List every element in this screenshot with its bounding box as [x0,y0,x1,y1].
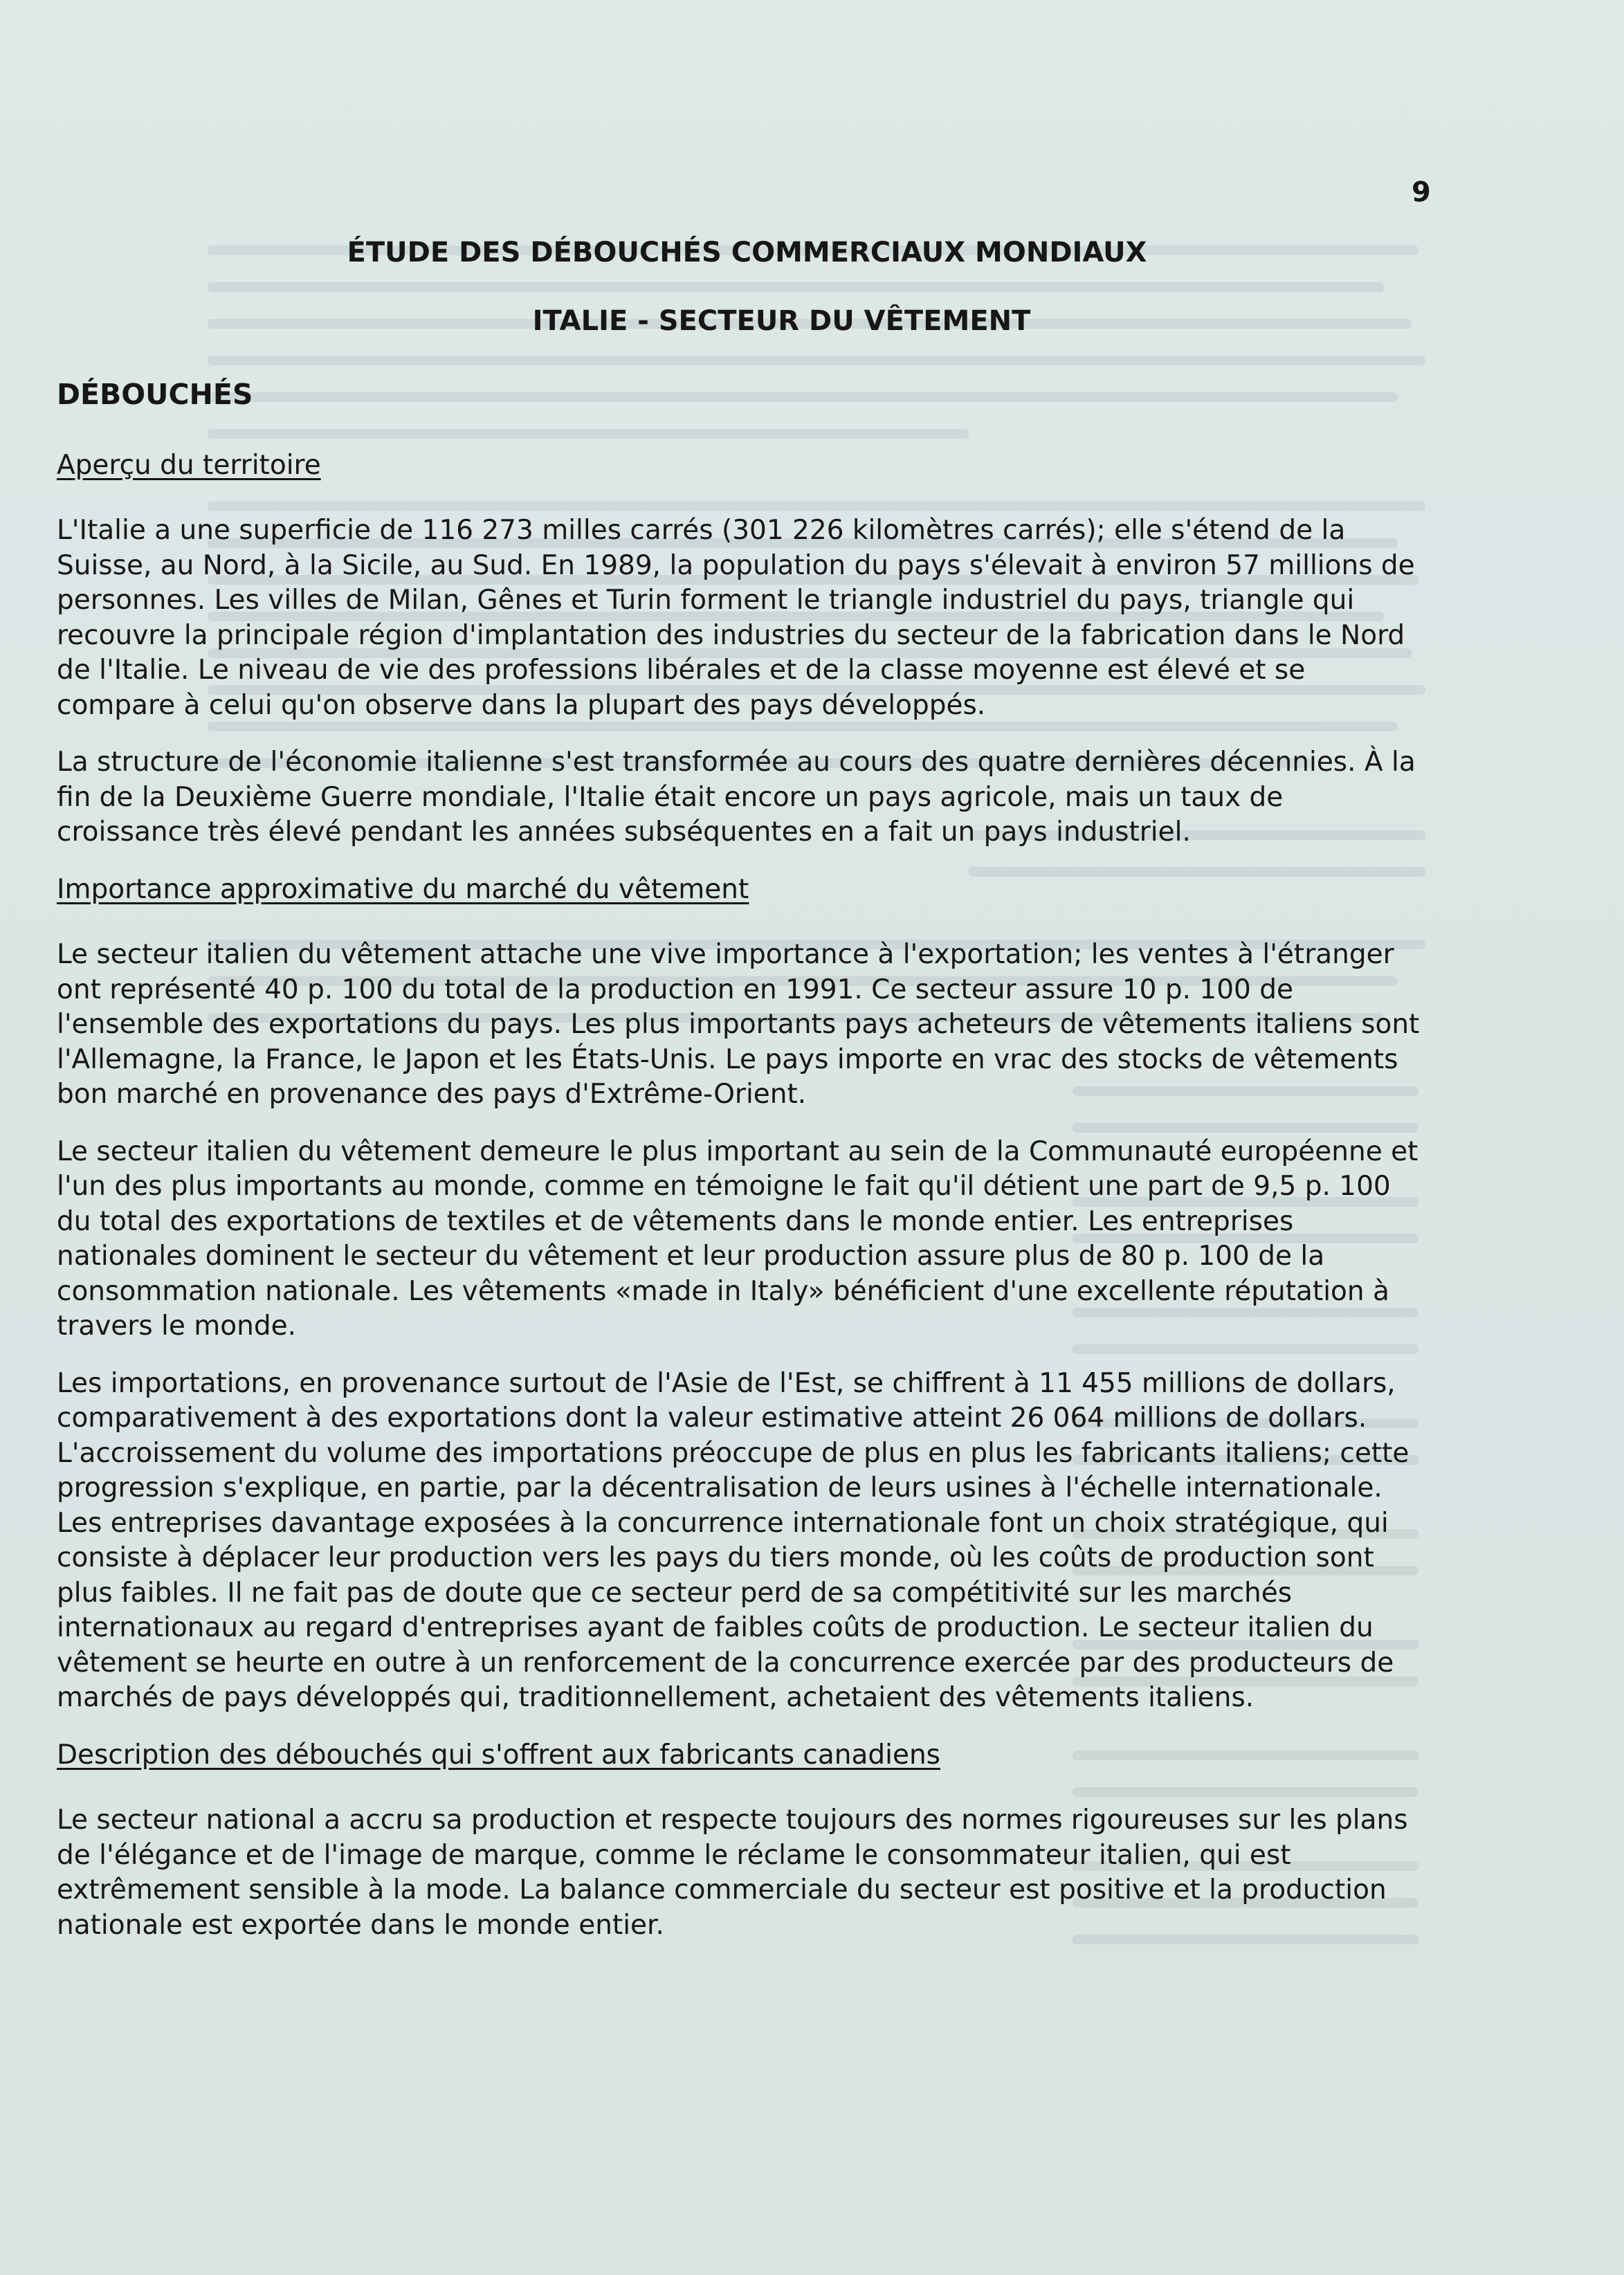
subsection-heading-apercu: Aperçu du territoire [57,449,321,481]
document-body [57,235,1423,1943]
paragraph: Le secteur italien du vêtement demeure le plus important au sein de la Communauté européenne et l'un des plus importants au monde, comme en témoigne le fait qu'il détient une part de 9,5 p. 100 du total des exportations de textiles et de vêtements dans le monde entier. Les entreprises nationales dominent le secteur du vêtement et leur production assure plus de 80 p. 100 de la consommation nationale. Les vêtements «made in Italy» bénéficient d'une excellente réputation à travers le monde. [57,1135,1418,1342]
paragraph: Le secteur national a accru sa production et respecte toujours des normes rigoureuses sur les plans de l'élégance et de l'image de marque, comme le réclame le consommateur italien, qui est extrêmement sensible à la mode. La balance commerciale du secteur est positive et la production nationale est exportée dans le monde entier. [57,1805,1408,1941]
document-subtitle: ITALIE - SECTEUR DU VÊTEMENT [532,304,1031,337]
paragraph: La structure de l'économie italienne s'est transformée au cours des quatre dernières décennies. À la fin de la Deuxième Guerre mondiale, l'Italie était encore un pays agricole, mais un taux de croissance très élevé pendant les années subséquentes en a fait un pays industriel. [57,747,1416,848]
document-title: ÉTUDE DES DÉBOUCHÉS COMMERCIAUX MONDIAUX [347,237,1147,268]
paragraph: Le secteur italien du vêtement attache une vive importance à l'exportation; les ventes à l'étranger ont représenté 40 p. 100 du total de la production en 1991. Ce secteur assure 10 p. 100 de l'ensemble des exportations du pays. Les plus importants pays acheteurs de vêtements italiens sont l'Allemagne, la France, le Japon et les États-Unis. Le pays importe en vrac des stocks de vêtements bon marché en provenance des pays d'Extrême-Orient. [57,939,1420,1110]
section-heading: DÉBOUCHÉS [57,378,253,411]
subsection-heading-description: Description des débouchés qui s'offrent aux fabricants canadiens [57,1739,940,1771]
subsection-heading-importance: Importance approximative du marché du vêtement [57,873,749,905]
paragraph: L'Italie a une superficie de 116 273 milles carrés (301 226 kilomètres carrés); elle s'étend de la Suisse, au Nord, à la Sicile, au Sud. En 1989, la population du pays s'élevait à environ 57 millions de personnes. Les villes de Milan, Gênes et Turin forment le triangle industriel du pays, triangle qui recouvre la principale région d'implantation des industries du secteur de la fabrication dans le Nord de l'Italie. Le niveau de vie des professions libérales et de la classe moyenne est élevé et se compare à celui qu'on observe dans la plupart des pays développés. [57,515,1415,721]
page-number: 9 [1412,176,1431,208]
paragraph: Les importations, en provenance surtout de l'Asie de l'Est, se chiffrent à 11 455 millions de dollars, comparativement à des exportations dont la valeur estimative atteint 26 064 millions de dollars. L'accroissement du volume des importations préoccupe de plus en plus les fabricants italiens; cette progression s'explique, en partie, par la décentralisation de leurs usines à l'échelle internationale. Les entreprises davantage exposées à la concurrence internationale font un choix stratégique, qui consiste à déplacer leur production vers les pays du tiers monde, où les coûts de production sont plus faibles. Il ne fait pas de doute que ce secteur perd de sa compétitivité sur les marchés internationaux au regard d'entreprises ayant de faibles coûts de production. Le secteur italien du vêtement se heurte en outre à un renforcement de la concurrence exercée par des producteurs de marchés de pays développés qui, traditionnellement, achetaient des vêtements italiens. [57,1367,1409,1713]
